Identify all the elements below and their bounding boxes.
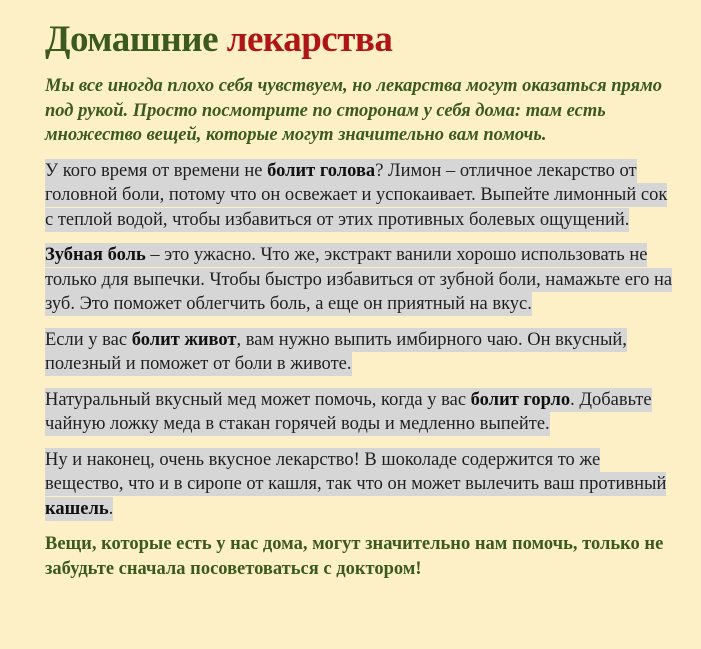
paragraph-text: Натуральный вкусный мед может помочь, когда у вас	[45, 389, 471, 410]
paragraph-text: ? Лимон – отличное лекарство от головной боли, потому что он освежает и успокаивает. Выпейте лимонный сок с теплой водой, чтобы избавиться от этих противных болевых ощущений.	[45, 160, 668, 230]
title-part-home: Домашние	[45, 19, 218, 60]
paragraph-highlight	[45, 328, 627, 377]
paragraph-keyword-sore-throat: болит горло	[470, 389, 571, 410]
paragraph-text: . Добавьте чайную ложку меда в стакан горячей воды и медленно выпейте.	[45, 389, 652, 434]
paragraph-cough	[45, 448, 679, 522]
title-part-medicines: лекарства	[226, 19, 393, 60]
paragraph-text: .	[108, 498, 114, 519]
paragraph-text: Ну и наконец, очень вкусное лекарство! В шоколаде содержится то же вещество, что и в сиропе от кашля, так что он может вылечить ваш противный	[45, 449, 667, 494]
paragraph-keyword-headache: болит голова	[267, 160, 376, 181]
paragraph-text: , вам нужно выпить имбирного чаю. Он вкусный, полезный и поможет от боли в животе.	[45, 329, 627, 374]
paragraph-toothache	[45, 243, 679, 317]
paragraph-headache	[45, 159, 679, 233]
paragraph-text: – это ужасно. Что же, экстракт ванили хорошо использовать не только для выпечки. Чтобы быстро избавиться от зубной боли, намажьте его на зуб. Это поможет облегчить боль, а еще он приятный на вкус.	[45, 245, 673, 314]
paragraph-highlight	[45, 243, 672, 316]
paragraph-text: Если у вас	[45, 329, 132, 350]
paragraph-stomachache	[45, 328, 679, 377]
intro-text: Мы все иногда плохо себя чувствуем, но лекарства могут оказаться прямо под рукой. Просто посмотрите по сторонам у себя дома: там есть множество вещей, которые могут значительно вам помочь.	[45, 76, 663, 145]
paragraph-keyword-toothache: Зубная боль	[45, 245, 146, 265]
paragraph-highlight	[45, 388, 652, 437]
paragraph-keyword-cough: кашель	[45, 498, 109, 519]
paragraph-keyword-stomachache: болит живот	[131, 329, 237, 350]
paragraph-highlight	[45, 159, 667, 232]
paragraph-text: У кого время от времени не	[45, 160, 268, 181]
outro-text: Вещи, которые есть у нас дома, могут значительно нам помочь, только не забудьте сначала посоветоваться с доктором!	[45, 534, 664, 579]
page-title	[45, 18, 679, 62]
paragraph-sore-throat	[45, 388, 679, 437]
paragraph-highlight	[45, 448, 666, 521]
